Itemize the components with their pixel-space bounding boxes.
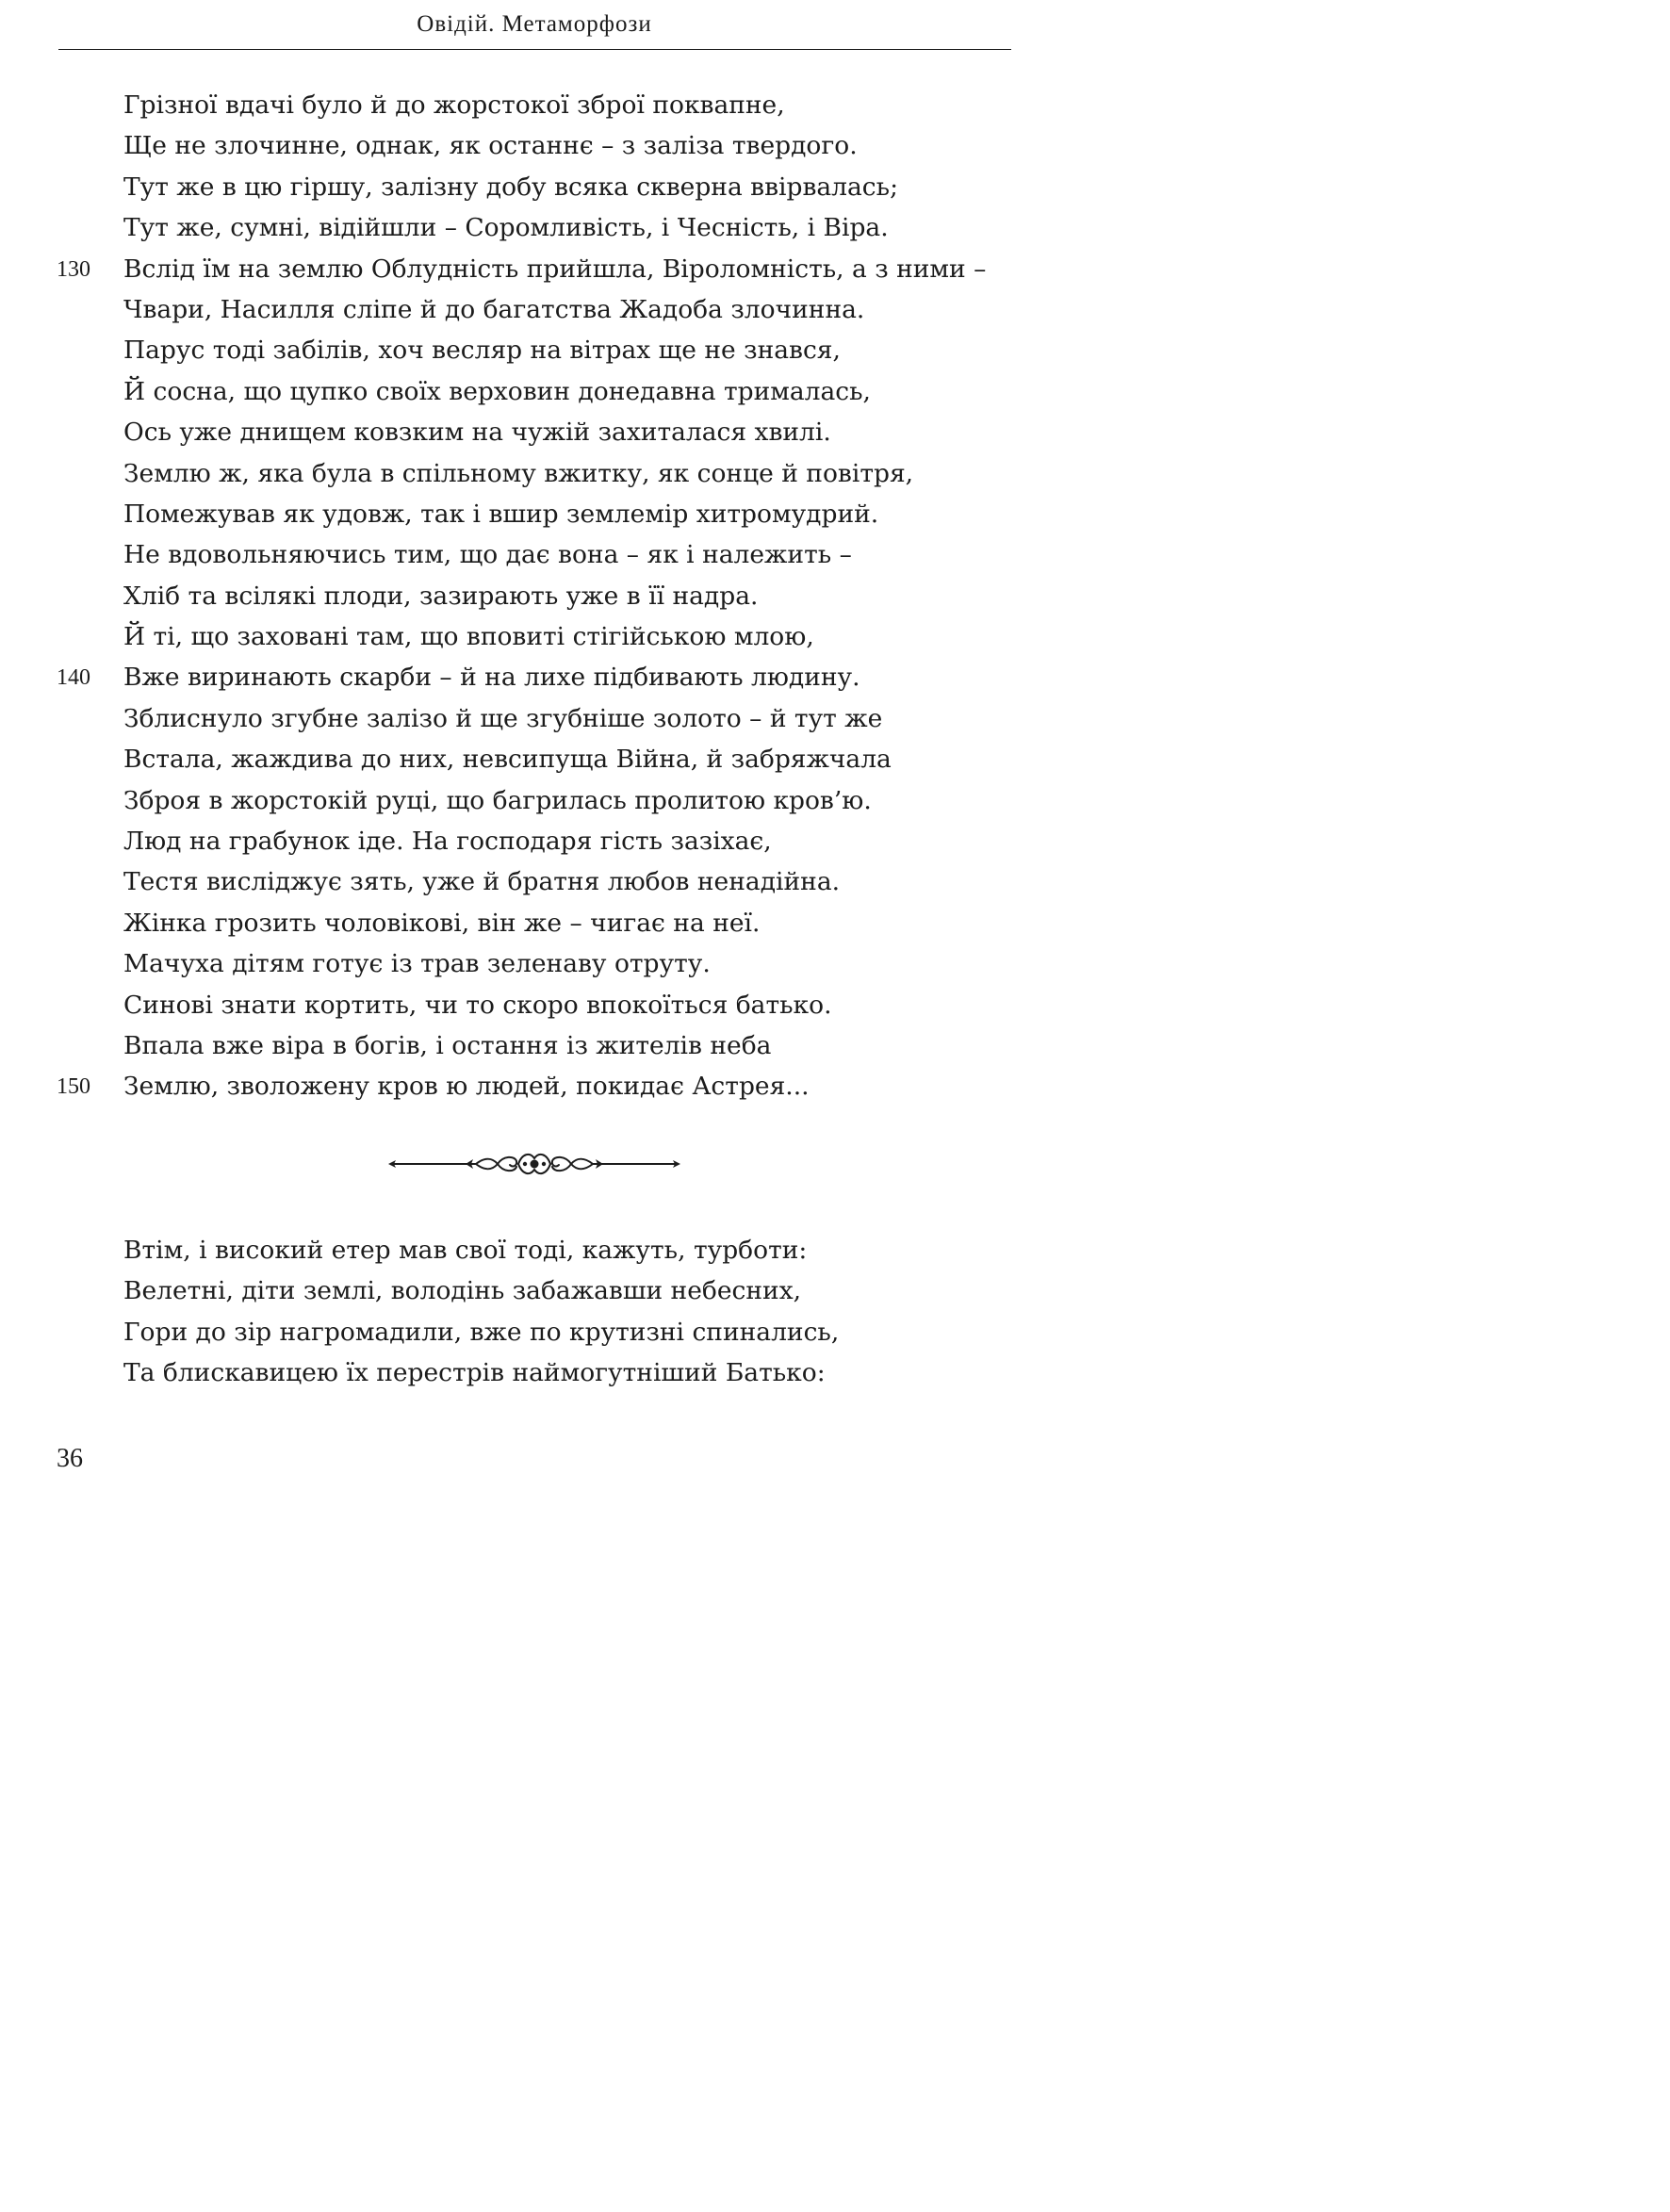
header-rule (58, 49, 1011, 50)
verse-text: Зблиснуло згубне залізо й ще згубніше золото – й тут же (123, 703, 883, 733)
verse-line (0, 167, 1124, 207)
verse-text: Й сосна, що цупко своїх верховин донедавна трималась, (123, 376, 871, 406)
verse-text: Вже виринають скарби – й на лихе підбивають людину. (123, 663, 860, 693)
verse-text: Впала вже віра в богів, і остання із жителів неба (123, 1030, 772, 1060)
verse-line (0, 576, 1124, 616)
verse-line (0, 330, 1124, 370)
verse-line (0, 943, 1124, 984)
verse-line (0, 657, 1124, 697)
verse-line (0, 1270, 1124, 1311)
verse-text: Грізної вдачі було й до жорстокої зброї поквапне, (123, 90, 785, 120)
verse-text: Жінка грозить чоловікові, він же – чигає на неї. (123, 908, 761, 938)
flourish-divider-icon (386, 1150, 682, 1178)
verse-text: Парус тоді забілів, хоч весляр на вітрах ще не знався, (123, 336, 841, 366)
verse-line (0, 1352, 1124, 1393)
line-number: 150 (57, 1074, 90, 1100)
verse-text: Помежував як удовж, так і вшир землемір хитромудрий. (123, 499, 879, 529)
verse-line (0, 985, 1124, 1025)
verse-text: Землю ж, яка була в спільному вжитку, як сонце й повітря, (123, 458, 914, 488)
verse-text: Встала, жаждива до них, невсипуща Війна, й забряжчала (123, 745, 892, 775)
verse-text: Тут же в цю гіршу, залізну добу всяка скверна ввірвалась; (123, 172, 898, 202)
verse-text: Втім, і високий етер мав свої тоді, кажуть, турботи: (123, 1236, 808, 1265)
running-header: Овідій. Метаморфози (417, 11, 652, 37)
verse-line (0, 861, 1124, 902)
verse-text: Чвари, Насилля сліпе й до багатства Жадоба злочинна. (123, 294, 865, 324)
verse-text: Синові знати кортить, чи то скоро впокоїться батько. (123, 990, 832, 1020)
line-number: 140 (57, 665, 90, 691)
verse-line (0, 1066, 1124, 1106)
page-number: 36 (57, 1444, 83, 1473)
verse-text: Не вдовольняючись тим, що дає вона – як і належить – (123, 540, 852, 570)
verse-line (0, 371, 1124, 412)
verse-line (0, 616, 1124, 657)
verse-text: Гори до зір нагромадили, вже по крутизні спинались, (123, 1317, 840, 1347)
verse-text: Вслід їм на землю Облудність прийшла, Віроломність, а з ними – (123, 254, 987, 284)
verse-text: Зброя в жорстокій руці, що багрилась пролитою кров’ю. (123, 785, 872, 815)
verse-line (0, 739, 1124, 779)
verse-text: Мачуха дітям готує із трав зеленаву отруту. (123, 949, 711, 979)
verse-line (0, 821, 1124, 861)
verse-line (0, 289, 1124, 330)
verse-line (0, 85, 1124, 125)
verse-line (0, 903, 1124, 943)
verse-text: Люд на грабунок іде. На господаря гість зазіхає, (123, 827, 772, 857)
stanza (0, 1230, 1124, 1394)
verse-line (0, 249, 1124, 289)
verse-line (0, 698, 1124, 739)
verse-line (0, 780, 1124, 821)
verse-text: Тестя вислiджує зять, уже й братня любов ненадійна. (123, 867, 841, 897)
verse-text: Й ті, що заховані там, що вповиті стігійською млою, (123, 622, 814, 652)
verse-line (0, 453, 1124, 494)
verse-line (0, 1025, 1124, 1066)
verse-line (0, 412, 1124, 452)
stanza (0, 85, 1124, 1107)
verse-text: Ось уже днищем ковзким на чужій захиталася хвилі. (123, 418, 831, 448)
verse-line (0, 207, 1124, 248)
verse-line (0, 534, 1124, 575)
verse-text: Землю, зволожену кров ю людей, покидає Астрея... (123, 1072, 810, 1102)
verse-text: Хліб та всілякі плоди, зазирають уже в її надра. (123, 581, 759, 611)
verse-text: Тут же, сумні, відійшли – Соромливість, і Чесність, і Віра. (123, 213, 889, 243)
verse-line (0, 494, 1124, 534)
verse-line (0, 1312, 1124, 1352)
verse-text: Ще не злочинне, однак, як останнє – з заліза твердого. (123, 131, 858, 161)
verse-line (0, 1230, 1124, 1270)
line-number: 130 (57, 256, 90, 282)
verse-line (0, 125, 1124, 166)
verse-text: Та блискавицею їх перестрів наймогутніший Батько: (123, 1358, 826, 1388)
verse-text: Велетні, діти землі, володінь забажавши небесних, (123, 1276, 802, 1306)
